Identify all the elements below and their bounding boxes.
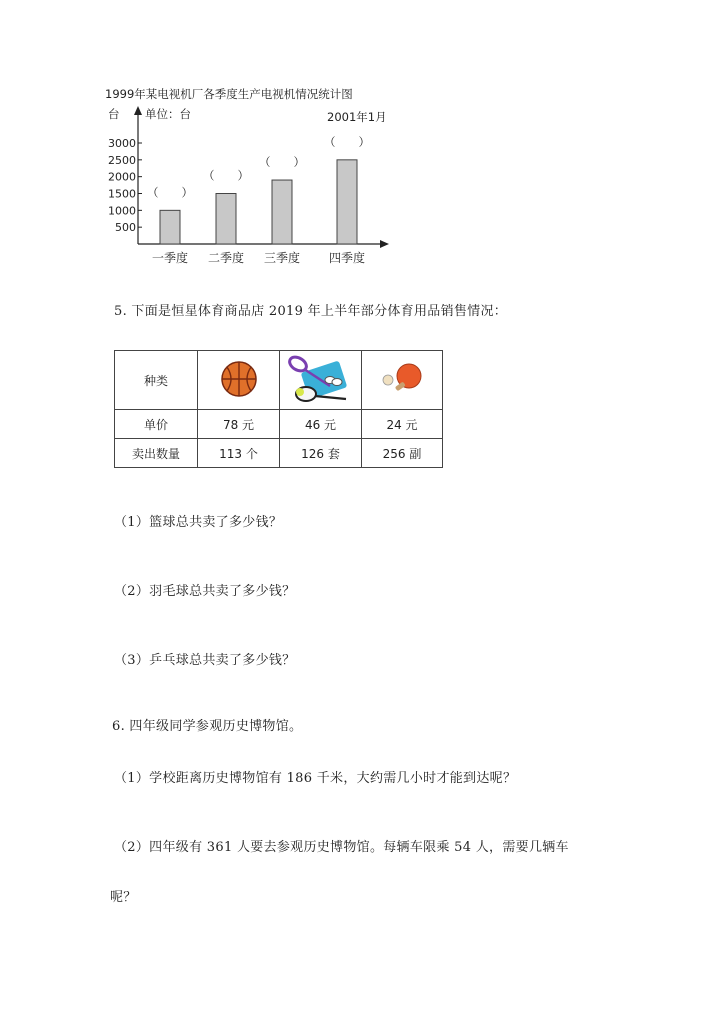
badminton-quantity: 126 套 <box>280 439 362 468</box>
question-5-title: 5. 下面是恒星体育商品店 2019 年上半年部分体育用品销售情况： <box>114 304 508 319</box>
x-category-label: 四季度 <box>328 251 366 265</box>
price-row-label: 单价 <box>115 410 198 439</box>
basketball-price: 78 元 <box>198 410 280 439</box>
chart-date: 2001年1月 <box>327 110 387 124</box>
badminton-icon <box>286 352 356 406</box>
basketball-quantity: 113 个 <box>198 439 280 468</box>
y-axis-label: 台 <box>108 107 120 121</box>
bar <box>272 180 292 244</box>
bar-blank-label: （ ） <box>324 134 370 149</box>
y-tick-label: 3000 <box>108 137 136 150</box>
y-tick-label: 500 <box>115 221 136 235</box>
bar-blank-label: （ ） <box>147 185 193 200</box>
badminton-price: 46 元 <box>280 410 362 439</box>
bar <box>337 160 357 244</box>
quantity-row-label: 卖出数量 <box>115 439 198 468</box>
question-5-3: （3）乒乓球总共卖了多少钱？ <box>114 653 296 668</box>
ping-pong-price: 24 元 <box>362 410 443 439</box>
unit-label: 单位：台 <box>145 107 191 121</box>
basketball-icon <box>219 359 259 399</box>
x-axis-arrow <box>380 240 389 248</box>
y-tick-label: 1000 <box>108 204 136 218</box>
bar <box>216 194 236 245</box>
question-5-1: （1）篮球总共卖了多少钱？ <box>114 515 283 530</box>
y-tick-label: 2500 <box>108 153 136 167</box>
ping-pong-cell <box>362 351 443 410</box>
y-axis-arrow <box>134 106 142 115</box>
question-6-2-line-1: （2）四年级有 361 人要去参观历史博物馆。每辆车限乘 54 人，需要几辆车 <box>114 840 569 855</box>
chart-title: 1999年某电视机厂各季度生产电视机情况统计图 <box>105 87 353 101</box>
y-tick-label: 2000 <box>108 170 136 184</box>
bar <box>160 210 180 244</box>
bar-blank-label: （ ） <box>203 168 249 183</box>
question-5-2: （2）羽毛球总共卖了多少钱？ <box>114 584 296 599</box>
basketball-cell <box>198 351 280 410</box>
badminton-cell <box>280 351 362 410</box>
sales-table <box>114 350 443 468</box>
ping-pong-quantity: 256 副 <box>362 439 443 468</box>
bar-blank-label: （ ） <box>259 155 305 170</box>
x-category-label: 一季度 <box>151 251 189 265</box>
ping-pong-icon <box>377 362 427 396</box>
table-header-label: 种类 <box>115 351 198 410</box>
question-6-2-line-2: 呢？ <box>110 890 137 905</box>
y-tick-label: 1500 <box>108 187 136 201</box>
x-category-label: 二季度 <box>207 251 245 265</box>
question-6-1: （1）学校距离历史博物馆有 186 千米，大约需几小时才能到达呢？ <box>114 771 517 786</box>
question-6-title: 6. 四年级同学参观历史博物馆。 <box>112 719 303 734</box>
x-category-label: 三季度 <box>263 251 301 265</box>
tv-production-bar-chart <box>105 84 405 270</box>
